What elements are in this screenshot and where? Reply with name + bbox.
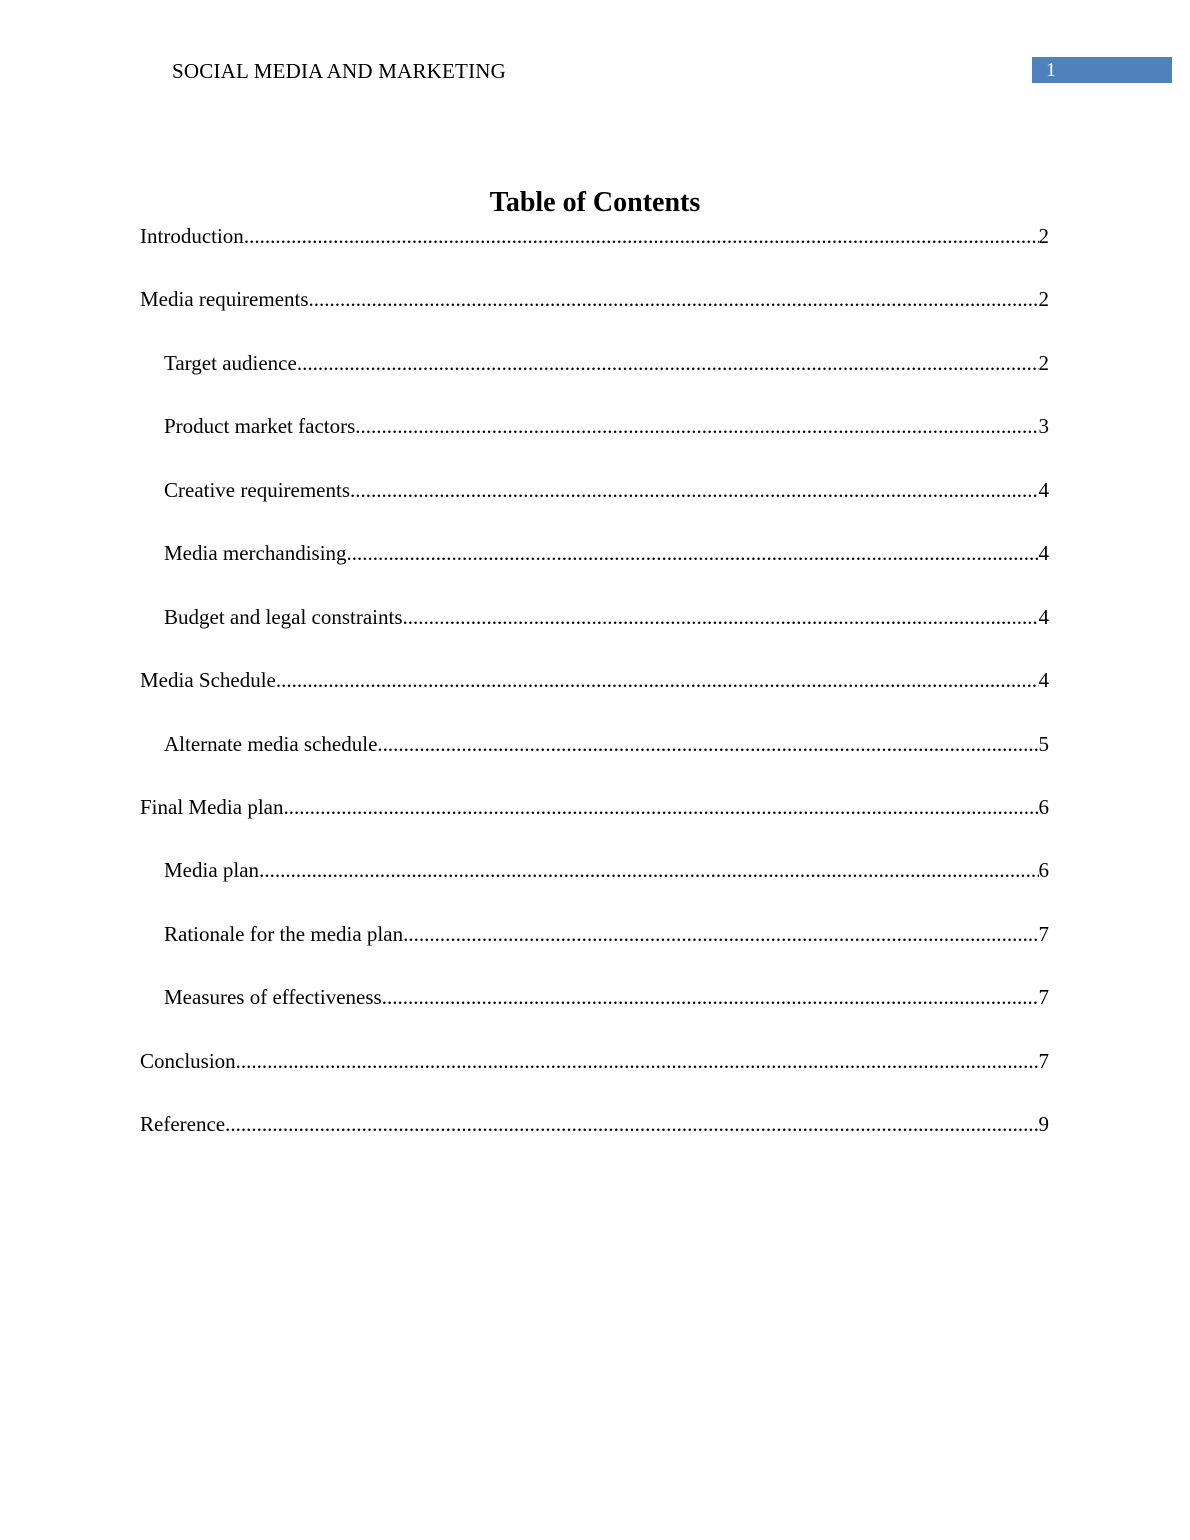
toc-dot-leader (350, 476, 1038, 504)
toc-entry-page: 3 (1038, 414, 1049, 439)
toc-entry-page: 7 (1038, 985, 1049, 1010)
toc-heading: Table of Contents (489, 187, 701, 218)
toc-entry-page: 4 (1038, 604, 1049, 629)
toc-entry-page: 7 (1038, 1048, 1049, 1073)
toc-dot-leader (347, 539, 1039, 567)
toc-entry-title: Alternate media schedule (164, 731, 378, 756)
toc-entry-title: Final Media plan (140, 794, 284, 819)
toc-dot-leader (276, 666, 1039, 694)
toc-entry-title: Product market factors (164, 414, 356, 439)
toc-dot-leader (403, 603, 1039, 631)
toc-entry[interactable] (140, 222, 1049, 285)
toc-entry[interactable] (140, 1047, 1049, 1110)
toc-entry[interactable] (140, 920, 1049, 983)
toc-entry-title: Conclusion (140, 1048, 236, 1073)
toc-entry-title: Introduction (140, 224, 244, 248)
toc-entry-page: 5 (1038, 731, 1049, 756)
toc-list (140, 222, 1049, 1174)
toc-entry-page: 4 (1038, 477, 1049, 502)
toc-dot-leader (236, 1047, 1039, 1075)
toc-entry-title: Budget and legal constraints (164, 604, 403, 629)
toc-entry-page: 7 (1038, 921, 1049, 946)
toc-dot-leader (377, 730, 1038, 758)
toc-entry-title: Reference (140, 1112, 226, 1137)
toc-entry-title: Media Schedule (140, 668, 276, 693)
toc-dot-leader (283, 793, 1038, 821)
toc-entry[interactable] (140, 539, 1049, 602)
toc-entry-title: Media merchandising (164, 541, 347, 566)
toc-entry-page: 2 (1038, 224, 1049, 248)
toc-dot-leader (259, 856, 1038, 884)
toc-entry[interactable] (140, 983, 1049, 1046)
toc-entry-title: Target audience (164, 350, 297, 375)
toc-entry-page: 2 (1038, 350, 1049, 375)
toc-entry[interactable] (140, 1110, 1049, 1173)
toc-dot-leader (382, 983, 1039, 1011)
toc-entry-page: 2 (1038, 287, 1049, 312)
running-header-title: SOCIAL MEDIA AND MARKETING (172, 59, 507, 83)
toc-dot-leader (244, 222, 1039, 250)
toc-dot-leader (403, 920, 1038, 948)
toc-entry-title: Measures of effectiveness (164, 985, 382, 1010)
toc-entry[interactable] (140, 666, 1049, 729)
toc-entry[interactable] (140, 730, 1049, 793)
toc-entry-page: 4 (1038, 668, 1049, 693)
toc-entry-title: Media requirements (140, 287, 309, 312)
toc-dot-leader (225, 1110, 1038, 1138)
toc-entry[interactable] (140, 285, 1049, 348)
toc-entry[interactable] (140, 476, 1049, 539)
toc-entry-title: Rationale for the media plan (164, 921, 404, 946)
page-number: 1 (1046, 59, 1056, 81)
toc-dot-leader (355, 412, 1038, 440)
toc-entry-title: Creative requirements (164, 477, 351, 502)
page-number-badge (1032, 57, 1172, 83)
toc-entry[interactable] (140, 412, 1049, 475)
toc-entry-page: 9 (1038, 1112, 1049, 1137)
toc-entry[interactable] (140, 856, 1049, 919)
toc-entry-page: 4 (1038, 541, 1049, 566)
toc-entry-page: 6 (1038, 858, 1049, 883)
toc-entry[interactable] (140, 349, 1049, 412)
toc-dot-leader (309, 285, 1039, 313)
toc-entry[interactable] (140, 793, 1049, 856)
toc-entry[interactable] (140, 603, 1049, 666)
toc-dot-leader (297, 349, 1039, 377)
toc-entry-title: Media plan (164, 858, 260, 883)
toc-entry-page: 6 (1038, 794, 1049, 819)
